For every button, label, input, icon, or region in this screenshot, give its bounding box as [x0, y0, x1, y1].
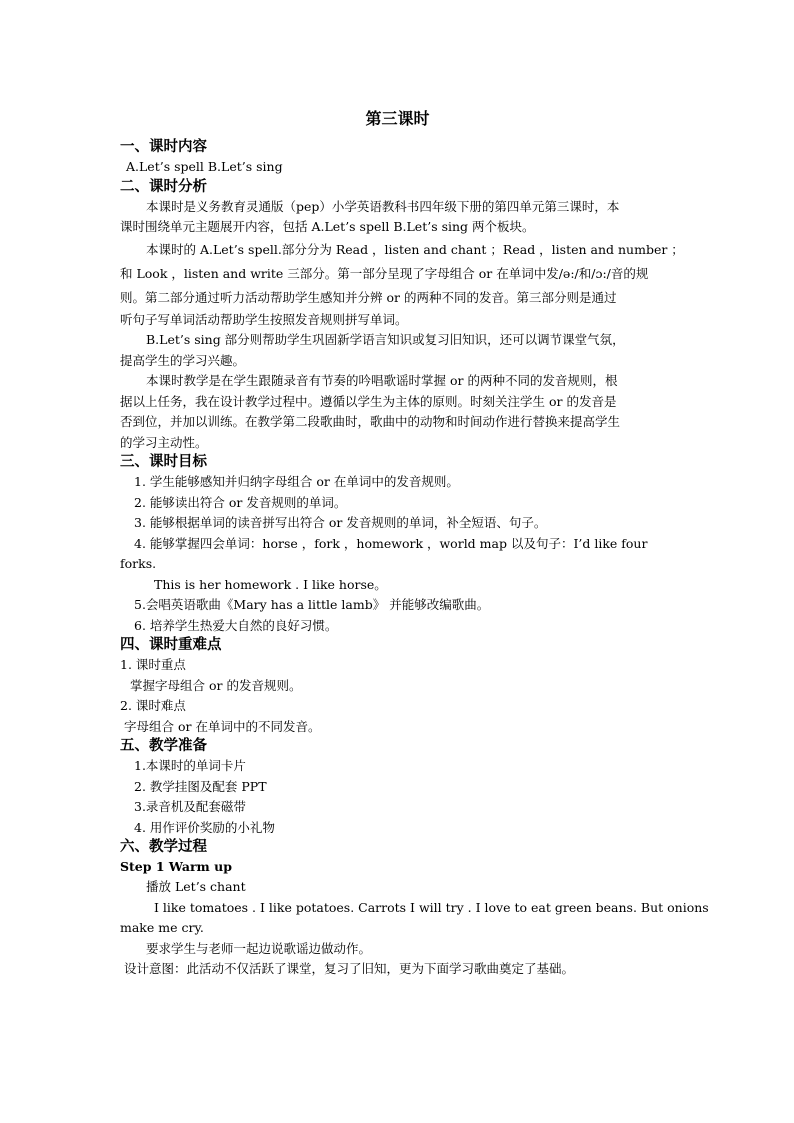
section-heading-content: 一、课时内容 — [120, 139, 207, 155]
analysis-p4-line1: 本课时教学是在学生跟随录音有节奏的吟唱歌谣时掌握 or 的两种不同的发音规则，根 — [146, 373, 618, 388]
goal-item-2: 2. 能够读出符合 or 发音规则的单词。 — [134, 494, 347, 510]
chant-text-line1: I like tomatoes . I like potatoes. Carrots I will try . I love to eat green beans. But onions — [154, 899, 709, 915]
analysis-p2-line4: 听句子写单词活动帮助学生按照发音规则拼写单词。 — [120, 311, 408, 327]
difficulty-text: 字母组合 or 在单词中的不同发音。 — [124, 718, 321, 734]
analysis-p4-line2: 据以上任务，我在设计教学过程中。遵循以学生为主体的原则。时刻关注学生 or 的发音是 — [120, 393, 617, 409]
prep-item-2: 2. 教学挂图及配套 PPT — [134, 778, 267, 794]
section-heading-preparation: 五、教学准备 — [120, 738, 207, 754]
goal-item-5: 5.会唱英语歌曲《Mary has a little lamb》 并能够改编歌曲。 — [134, 597, 490, 612]
goal-item-4: 4. 能够掌握四会单词：horse ，fork ，homework ，world map 以及句子：I’d like four — [134, 535, 648, 551]
goal-item-6: 6. 培养学生热爱大自然的良好习惯。 — [134, 617, 338, 633]
section-heading-analysis: 二、课时分析 — [120, 178, 207, 195]
page-title: 第三课时 — [365, 109, 430, 128]
analysis-p2-line2: 和 Look ，listen and write 三部分。第一部分呈现了字母组合 or 在单词中发/ə:/和/ɔ:/音的规 — [120, 265, 649, 281]
analysis-p4-line3: 否到位，并加以训练。在教学第二段歌曲时，歌曲中的动物和时间动作进行替换来提高学生 — [120, 414, 621, 429]
goal-item-4-sentence: This is her homework . I like horse。 — [154, 576, 387, 592]
section-heading-process: 六、教学过程 — [120, 839, 207, 855]
analysis-p2-line3: 则。第二部分通过听力活动帮助学生感知并分辨 or 的两种不同的发音。第三部分则是通过 — [120, 289, 617, 305]
analysis-p1-line2: 课时围绕单元主题展开内容，包括 A.Let’s spell B.Let’s sing 两个板块。 — [120, 219, 535, 234]
section-heading-goals: 三、课时目标 — [120, 454, 207, 470]
prep-item-4: 4. 用作评价奖励的小礼物 — [134, 819, 275, 835]
section-heading-key-points: 四、课时重难点 — [120, 637, 222, 653]
design-intent-line: 设计意图：此活动不仅活跃了课堂，复习了旧知，更为下面学习歌曲奠定了基础。 — [124, 961, 575, 976]
analysis-p1-line1: 本课时是义务教育灵通版（pep）小学英语教科书四年级下册的第四单元第三课时，本 — [146, 198, 620, 214]
play-chant-line: 播放 Let’s chant — [146, 879, 246, 894]
analysis-p3-line2: 提高学生的学习兴趣。 — [120, 352, 246, 368]
prep-item-3: 3.录音机及配套磁带 — [134, 799, 246, 814]
step-1-heading: Step 1 Warm up — [120, 859, 232, 874]
key-point-text: 掌握字母组合 or 的发音规则。 — [130, 677, 302, 693]
prep-item-1: 1.本课时的单词卡片 — [134, 758, 246, 773]
content-line: A.Let’s spell B.Let’s sing — [126, 159, 283, 174]
difficulty-label: 2. 课时难点 — [120, 698, 186, 713]
analysis-p4-line4: 的学习主动性。 — [120, 434, 208, 450]
goal-item-4-continued: forks. — [120, 556, 157, 571]
requirement-line: 要求学生与老师一起边说歌谣边做动作。 — [146, 940, 372, 956]
key-point-label: 1. 课时重点 — [120, 657, 186, 672]
analysis-p2-line1: 本课时的 A.Let’s spell.部分分为 Read ，listen and chant ；Read ，listen and number ； — [146, 241, 684, 257]
analysis-p3-line1: B.Let’s sing 部分则帮助学生巩固新学语言知识或复习旧知识，还可以调节课堂气氛， — [146, 332, 625, 347]
goal-item-1: 1. 学生能够感知并归纳字母组合 or 在单词中的发音规则。 — [134, 474, 459, 489]
document-body — [120, 108, 709, 980]
chant-text-line2: make me cry. — [120, 920, 204, 935]
goal-item-3: 3. 能够根据单词的读音拼写出符合 or 发音规则的单词，补全短语、句子。 — [134, 515, 547, 530]
